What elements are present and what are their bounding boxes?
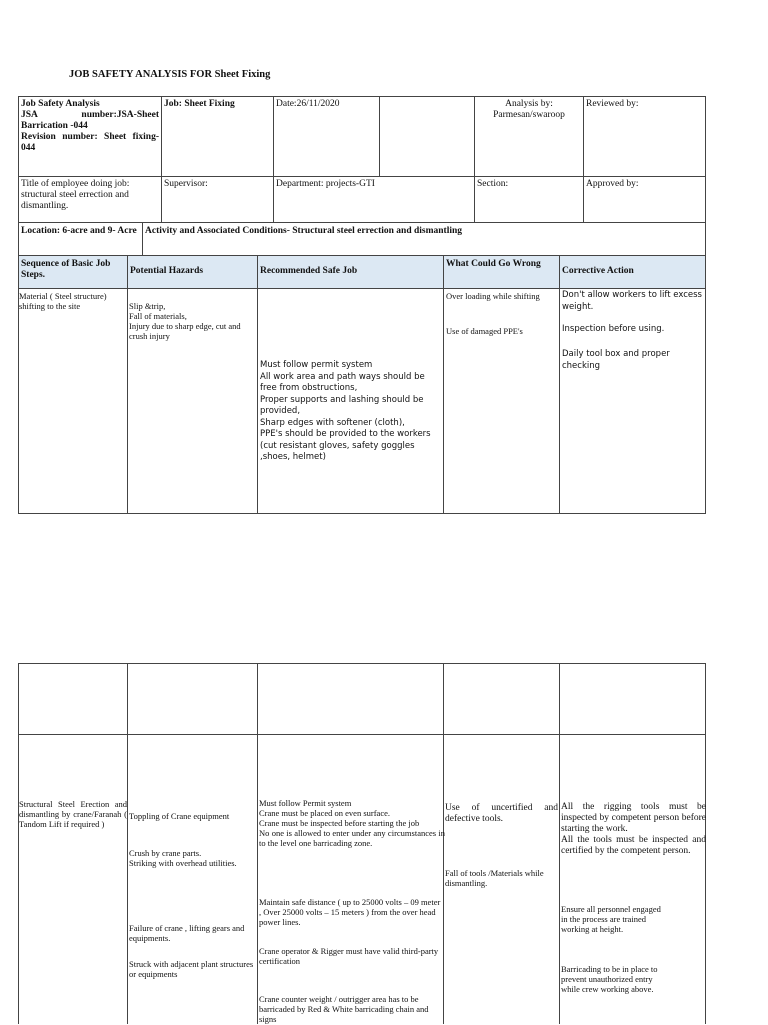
header-what-could-go-wrong: What Could Go Wrong bbox=[446, 259, 541, 269]
location: Location: 6-acre and 9- Acre bbox=[21, 226, 137, 236]
job-name: Job: Sheet Fixing bbox=[164, 99, 235, 109]
blank-cell bbox=[380, 98, 474, 100]
row2-step: Structural Steel Erection and dismantling by crane/Faranah ( Tandom Lift if required ) bbox=[19, 799, 127, 829]
row1-action-weight: Don't allow workers to lift excess weight. bbox=[562, 290, 702, 312]
row2-hazard-struck: Struck with adjacent plant structures or equipments bbox=[129, 959, 254, 979]
department: Department: projects-GTI bbox=[276, 179, 375, 189]
revision-number: Revision number: Sheet fixing-044 bbox=[21, 132, 159, 153]
supervisor: Supervisor: bbox=[164, 179, 208, 189]
row2-wrong-fall-of-tools: Fall of tools /Materials while dismantling. bbox=[445, 868, 544, 888]
jsa-number: JSA number:JSA-Sheet Barrication -044 bbox=[21, 110, 159, 131]
row2-action-barricading: Barricading to be in place to prevent unauthorized entry while crew working above. bbox=[561, 964, 658, 994]
activity-conditions: Activity and Associated Conditions- Structural steel errection and dismantling bbox=[145, 226, 463, 236]
analysis-by-cell bbox=[475, 98, 583, 122]
approved-by: Approved by: bbox=[586, 179, 639, 189]
header-steps: Sequence of Basic Job Steps. bbox=[21, 259, 111, 280]
jsa-id-cell bbox=[19, 98, 161, 155]
row2-action-rigging: All the rigging tools must be inspected by competent person before starting the work. All the tools must be inspected and certified by the competent person. bbox=[561, 802, 706, 856]
row2-safe-certification: Crane operator & Rigger must have valid third-party certification bbox=[259, 946, 439, 966]
row2-hazard-crane-failure: Failure of crane , lifting gears and equipments. bbox=[129, 923, 245, 943]
row1-action-inspection: Inspection before using. bbox=[562, 324, 665, 334]
employee-title: Title of employee doing job: structural steel errection and dismantling. bbox=[21, 179, 130, 211]
row2-wrong-uncertified: Use of uncertified and defective tools. bbox=[445, 803, 558, 824]
section: Section: bbox=[477, 179, 509, 189]
row2-safe-counterweight: Crane counter weight / outrigger area has to be barricaded by Red & White barricading chain and signs bbox=[259, 994, 429, 1024]
jsa-heading: Job Safety Analysis bbox=[21, 99, 100, 109]
row1-hazards: Slip &trip, Fall of materials, Injury due to sharp edge, cut and crush injury bbox=[129, 301, 241, 341]
date: Date:26/11/2020 bbox=[276, 99, 340, 109]
row1-action-toolbox: Daily tool box and proper checking bbox=[562, 349, 670, 371]
page-title: JOB SAFETY ANALYSIS FOR Sheet Fixing bbox=[69, 69, 271, 80]
analysis-by-label: Analysis by: bbox=[505, 99, 553, 109]
row1-step: Material ( Steel structure) shifting to the site bbox=[19, 291, 107, 311]
row2-action-training: Ensure all personnel engaged in the process are trained working at height. bbox=[561, 904, 661, 934]
row1-wrong-overloading: Over loading while shifting bbox=[446, 291, 540, 301]
row2-safe-permit: Must follow Permit system Crane must be placed on even surface. Crane must be inspected before starting the job No one is allowed to enter under any circumstances in to the level one barricading zone. bbox=[259, 798, 445, 848]
row1-safe-job: Must follow permit system All work area and path ways should be free from obstructions, Proper supports and lashing should be provided, Sharp edges with softener (cloth), PPE's should be provided to the workers (cut resistant gloves, safety goggles ,shoes, helmet) bbox=[260, 360, 431, 462]
analysis-by-name: Parmesan/swaroop bbox=[493, 110, 565, 120]
row2-hazard-toppling: Toppling of Crane equipment bbox=[129, 811, 230, 821]
header-safe-job: Recommended Safe Job bbox=[260, 266, 358, 276]
header-corrective-action: Corrective Action bbox=[562, 266, 634, 276]
reviewed-by: Reviewed by: bbox=[586, 99, 639, 109]
header-hazards: Potential Hazards bbox=[130, 266, 204, 276]
row2-hazard-crush: Crush by crane parts. Striking with overhead utilities. bbox=[129, 848, 237, 868]
row1-wrong-damaged-ppe: Use of damaged PPE's bbox=[446, 326, 523, 336]
row2-safe-distance: Maintain safe distance ( up to 25000 volts – 09 meter , Over 25000 volts – 15 meters ) from the over head power lines. bbox=[259, 897, 441, 927]
